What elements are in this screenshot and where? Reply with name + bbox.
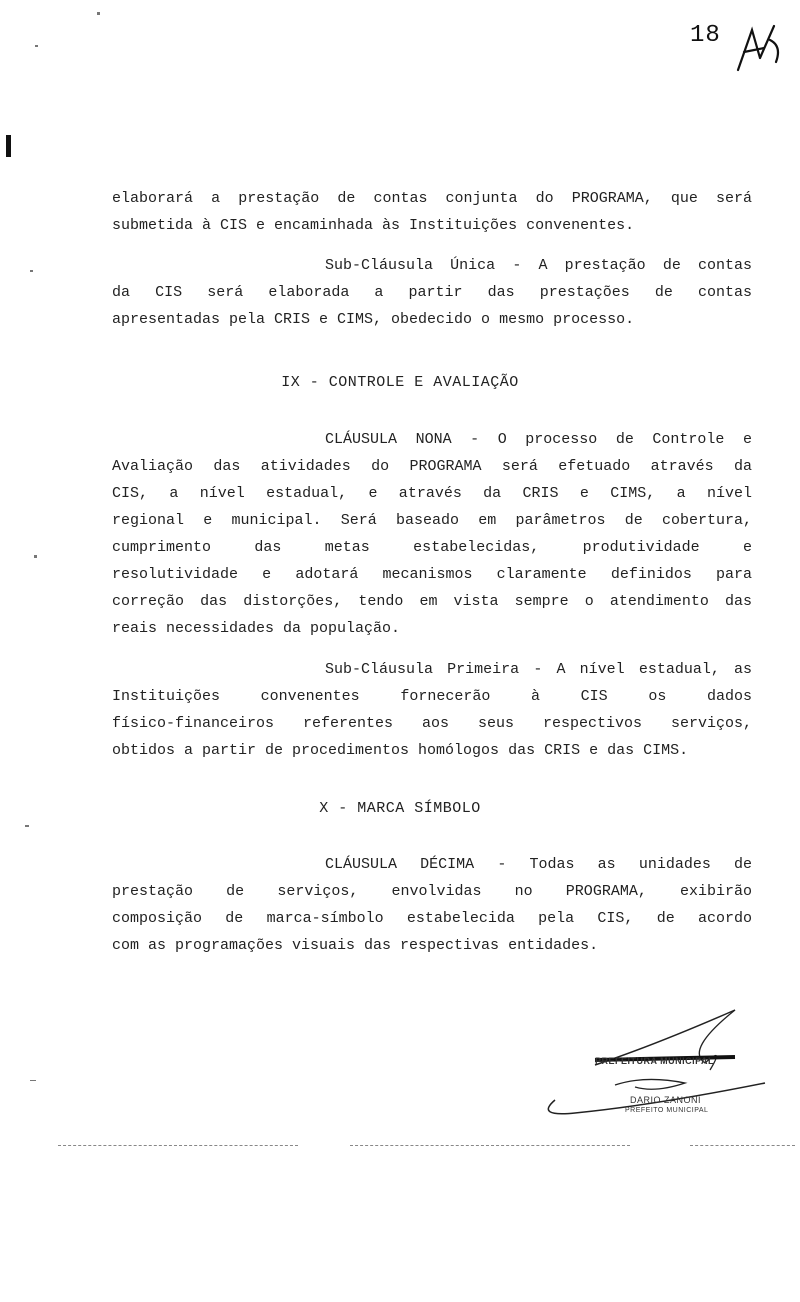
text-line: correção das distorções, tendo em vista sempre o atendimento das	[112, 593, 752, 610]
text-line: Avaliação das atividades do PROGRAMA será efetuado através da	[112, 458, 752, 475]
text-line: reais necessidades da população.	[112, 620, 401, 637]
text-line: com as programações visuais das respectivas entidades.	[112, 937, 599, 954]
text-line: CIS, a nível estadual, e através da CRIS e CIMS, a nível	[112, 485, 752, 502]
divider	[690, 1145, 795, 1146]
text-line: Sub-Cláusula Primeira - A nível estadual, as	[325, 661, 752, 678]
text-line: Instituições convenentes fornecerão à CIS os dados	[112, 688, 752, 705]
scan-mark	[35, 45, 38, 47]
divider	[58, 1145, 298, 1146]
text-line: CLÁUSULA NONA - O processo de Controle e	[325, 431, 752, 448]
signature-stamp	[535, 1005, 775, 1125]
text-line: da CIS será elaborada a partir das prestações de contas	[112, 284, 752, 301]
section-heading: IX - CONTROLE E AVALIAÇÃO	[281, 374, 519, 391]
text-line: físico-financeiros referentes aos seus respectivos serviços,	[112, 715, 752, 732]
scan-mark	[30, 1080, 36, 1081]
scan-mark	[6, 135, 11, 157]
text-line: CLÁUSULA DÉCIMA - Todas as unidades de	[325, 856, 752, 873]
text-line: composição de marca-símbolo estabelecida pela CIS, de acordo	[112, 910, 752, 927]
text-line: Sub-Cláusula Única - A prestação de contas	[325, 257, 752, 274]
page-number	[690, 22, 721, 49]
divider	[350, 1145, 630, 1146]
text-line: prestação de serviços, envolvidas no PROGRAMA, exibirão	[112, 883, 752, 900]
handwritten-initial-icon	[730, 18, 790, 78]
text-line: cumprimento das metas estabelecidas, produtividade e	[112, 539, 752, 556]
text-line: apresentadas pela CRIS e CIMS, obedecido o mesmo processo.	[112, 311, 635, 328]
page-number-text: 18	[690, 22, 721, 49]
scan-mark	[97, 12, 100, 15]
text-line: elaborará a prestação de contas conjunta do PROGRAMA, que será	[112, 190, 752, 207]
stamp-role: PREFEITO MUNICIPAL	[625, 1107, 709, 1114]
section-heading: X - MARCA SÍMBOLO	[319, 800, 481, 817]
scan-mark	[25, 825, 29, 827]
stamp-line: PREFEITURA MUNICIPAL	[595, 1056, 714, 1066]
text-line: obtidos a partir de procedimentos homólogos das CRIS e das CIMS.	[112, 742, 689, 759]
text-line: resolutividade e adotará mecanismos claramente definidos para	[112, 566, 752, 583]
scan-mark	[30, 270, 33, 272]
text-line: regional e municipal. Será baseado em parâmetros de cobertura,	[112, 512, 752, 529]
text-line: submetida à CIS e encaminhada às Instituições convenentes.	[112, 217, 635, 234]
stamp-name: DARIO ZANONI	[630, 1095, 702, 1105]
scan-mark	[34, 555, 37, 558]
